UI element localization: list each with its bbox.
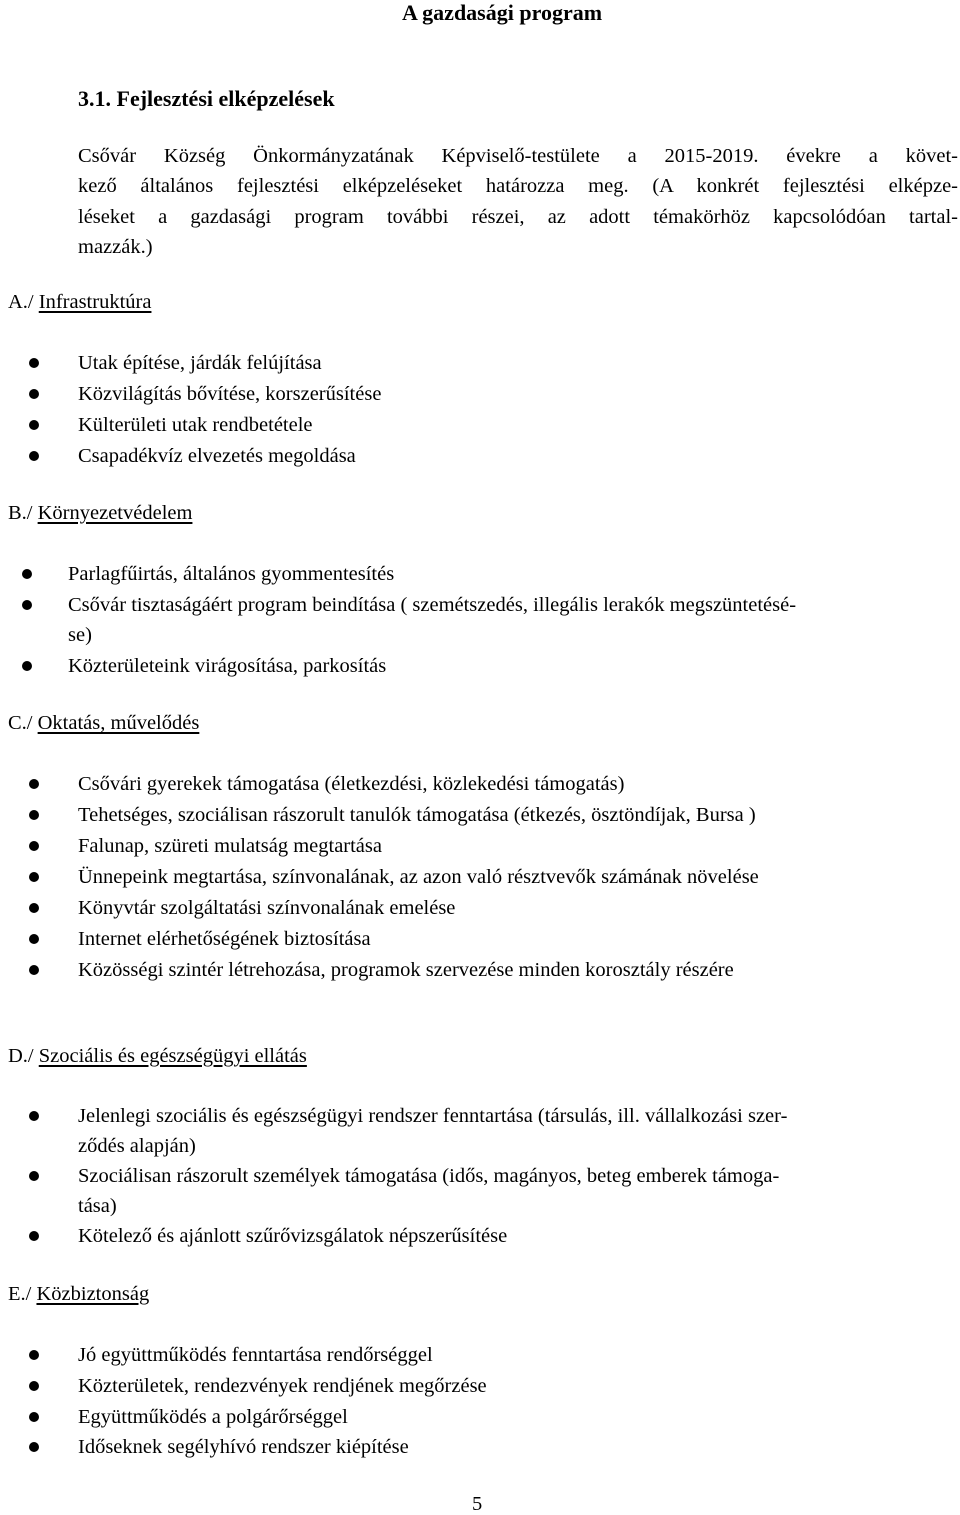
section-heading-text: Szociális és egészségügyi ellátás xyxy=(38,1045,307,1067)
bullet-icon xyxy=(29,1412,39,1422)
list-item: Falunap, szüreti mulatság megtartása xyxy=(78,835,382,857)
list-item: Közterületeink virágosítása, parkosítás xyxy=(68,655,387,677)
list-item: Külterületi utak rendbetétele xyxy=(78,414,313,436)
list-item: Jó együttműködés fenntartása rendőrséggel xyxy=(78,1344,433,1366)
intro-line: mazzák.) xyxy=(78,236,153,258)
bullet-icon xyxy=(29,451,39,461)
page-title: A gazdasági program xyxy=(402,0,603,25)
list-item-continuation: tása) xyxy=(78,1195,117,1217)
list-item: Internet elérhetőségének biztosítása xyxy=(78,928,371,950)
section-heading-text: Környezetvédelem xyxy=(37,502,193,524)
list-item: Szociálisan rászorult személyek támogatása (idős, magányos, beteg emberek támoga- xyxy=(78,1165,780,1187)
bullet-icon xyxy=(29,1111,39,1121)
list-item: Jelenlegi szociális és egészségügyi rendszer fenntartása (társulás, ill. vállalkozási szer- xyxy=(78,1105,788,1127)
bullet-icon xyxy=(29,1231,39,1241)
section-title: 3.1. Fejlesztési elképzelések xyxy=(78,86,335,111)
section-prefix: C./ xyxy=(8,712,38,734)
list-item: Időseknek segélyhívó rendszer kiépítése xyxy=(78,1436,409,1458)
bullet-icon xyxy=(29,358,39,368)
list-item: Parlagfűirtás, általános gyommentesítés xyxy=(68,563,395,585)
list-item: Utak építése, járdák felújítása xyxy=(78,352,322,374)
list-item: Kötelező és ajánlott szűrővizsgálatok népszerűsítése xyxy=(78,1225,508,1247)
section-heading-c xyxy=(8,713,199,734)
list-item: Együttműködés a polgárőrséggel xyxy=(78,1406,348,1428)
section-heading-text: Infrastruktúra xyxy=(38,291,152,313)
bullet-icon xyxy=(29,872,39,882)
bullet-icon xyxy=(29,420,39,430)
list-item: Csővári gyerekek támogatása (életkezdési, közlekedési támogatás) xyxy=(78,773,625,795)
bullet-icon xyxy=(29,779,39,789)
intro-line: Csővár Község Önkormányzatának Képviselő-testülete a 2015-2019. évekre a követ- xyxy=(78,145,958,167)
bullet-icon xyxy=(29,841,39,851)
bullet-icon xyxy=(29,389,39,399)
section-prefix: A./ xyxy=(8,291,39,313)
section-heading-e xyxy=(8,1284,149,1305)
bullet-icon xyxy=(29,965,39,975)
list-item: Tehetséges, szociálisan rászorult tanulók támogatása (étkezés, ösztöndíjak, Bursa ) xyxy=(78,804,756,826)
bullet-icon xyxy=(29,1442,39,1452)
list-item: Közvilágítás bővítése, korszerűsítése xyxy=(78,383,382,405)
list-item: Ünnepeink megtartása, színvonalának, az azon való résztvevők számának növelése xyxy=(78,866,759,888)
section-heading-b xyxy=(8,503,192,524)
section-heading-text: Oktatás, művelődés xyxy=(37,712,200,734)
list-item: Közösségi szintér létrehozása, programok szervezése minden korosztály részére xyxy=(78,959,734,981)
list-item: Csapadékvíz elvezetés megoldása xyxy=(78,445,356,467)
intro-line: léseket a gazdasági program további részei, az adott témakörhöz kapcsolódóan tartal- xyxy=(78,206,958,228)
list-item-continuation: se) xyxy=(68,624,92,646)
bullet-icon xyxy=(22,569,32,579)
page-number: 5 xyxy=(472,1493,483,1515)
section-prefix: D./ xyxy=(8,1045,39,1067)
bullet-icon xyxy=(22,600,32,610)
section-heading-d xyxy=(8,1046,307,1067)
section-prefix: B./ xyxy=(8,502,38,524)
list-item: Könyvtár szolgáltatási színvonalának emelése xyxy=(78,897,456,919)
bullet-icon xyxy=(29,1350,39,1360)
bullet-icon xyxy=(29,903,39,913)
bullet-icon xyxy=(29,1171,39,1181)
list-item: Csővár tisztaságáért program beindítása ( szemétszedés, illegális lerakók megszüntetésé- xyxy=(68,594,797,616)
list-item: Közterületek, rendezvények rendjének megőrzése xyxy=(78,1375,487,1397)
section-prefix: E./ xyxy=(8,1283,37,1305)
bullet-icon xyxy=(22,661,32,671)
bullet-icon xyxy=(29,810,39,820)
intro-line: kező általános fejlesztési elképzeléseket határozza meg. (A konkrét fejlesztési elképze- xyxy=(78,175,958,197)
bullet-icon xyxy=(29,934,39,944)
bullet-icon xyxy=(29,1381,39,1391)
section-heading-a xyxy=(8,292,151,313)
list-item-continuation: ződés alapján) xyxy=(78,1135,196,1157)
section-heading-text: Közbiztonság xyxy=(36,1283,150,1305)
